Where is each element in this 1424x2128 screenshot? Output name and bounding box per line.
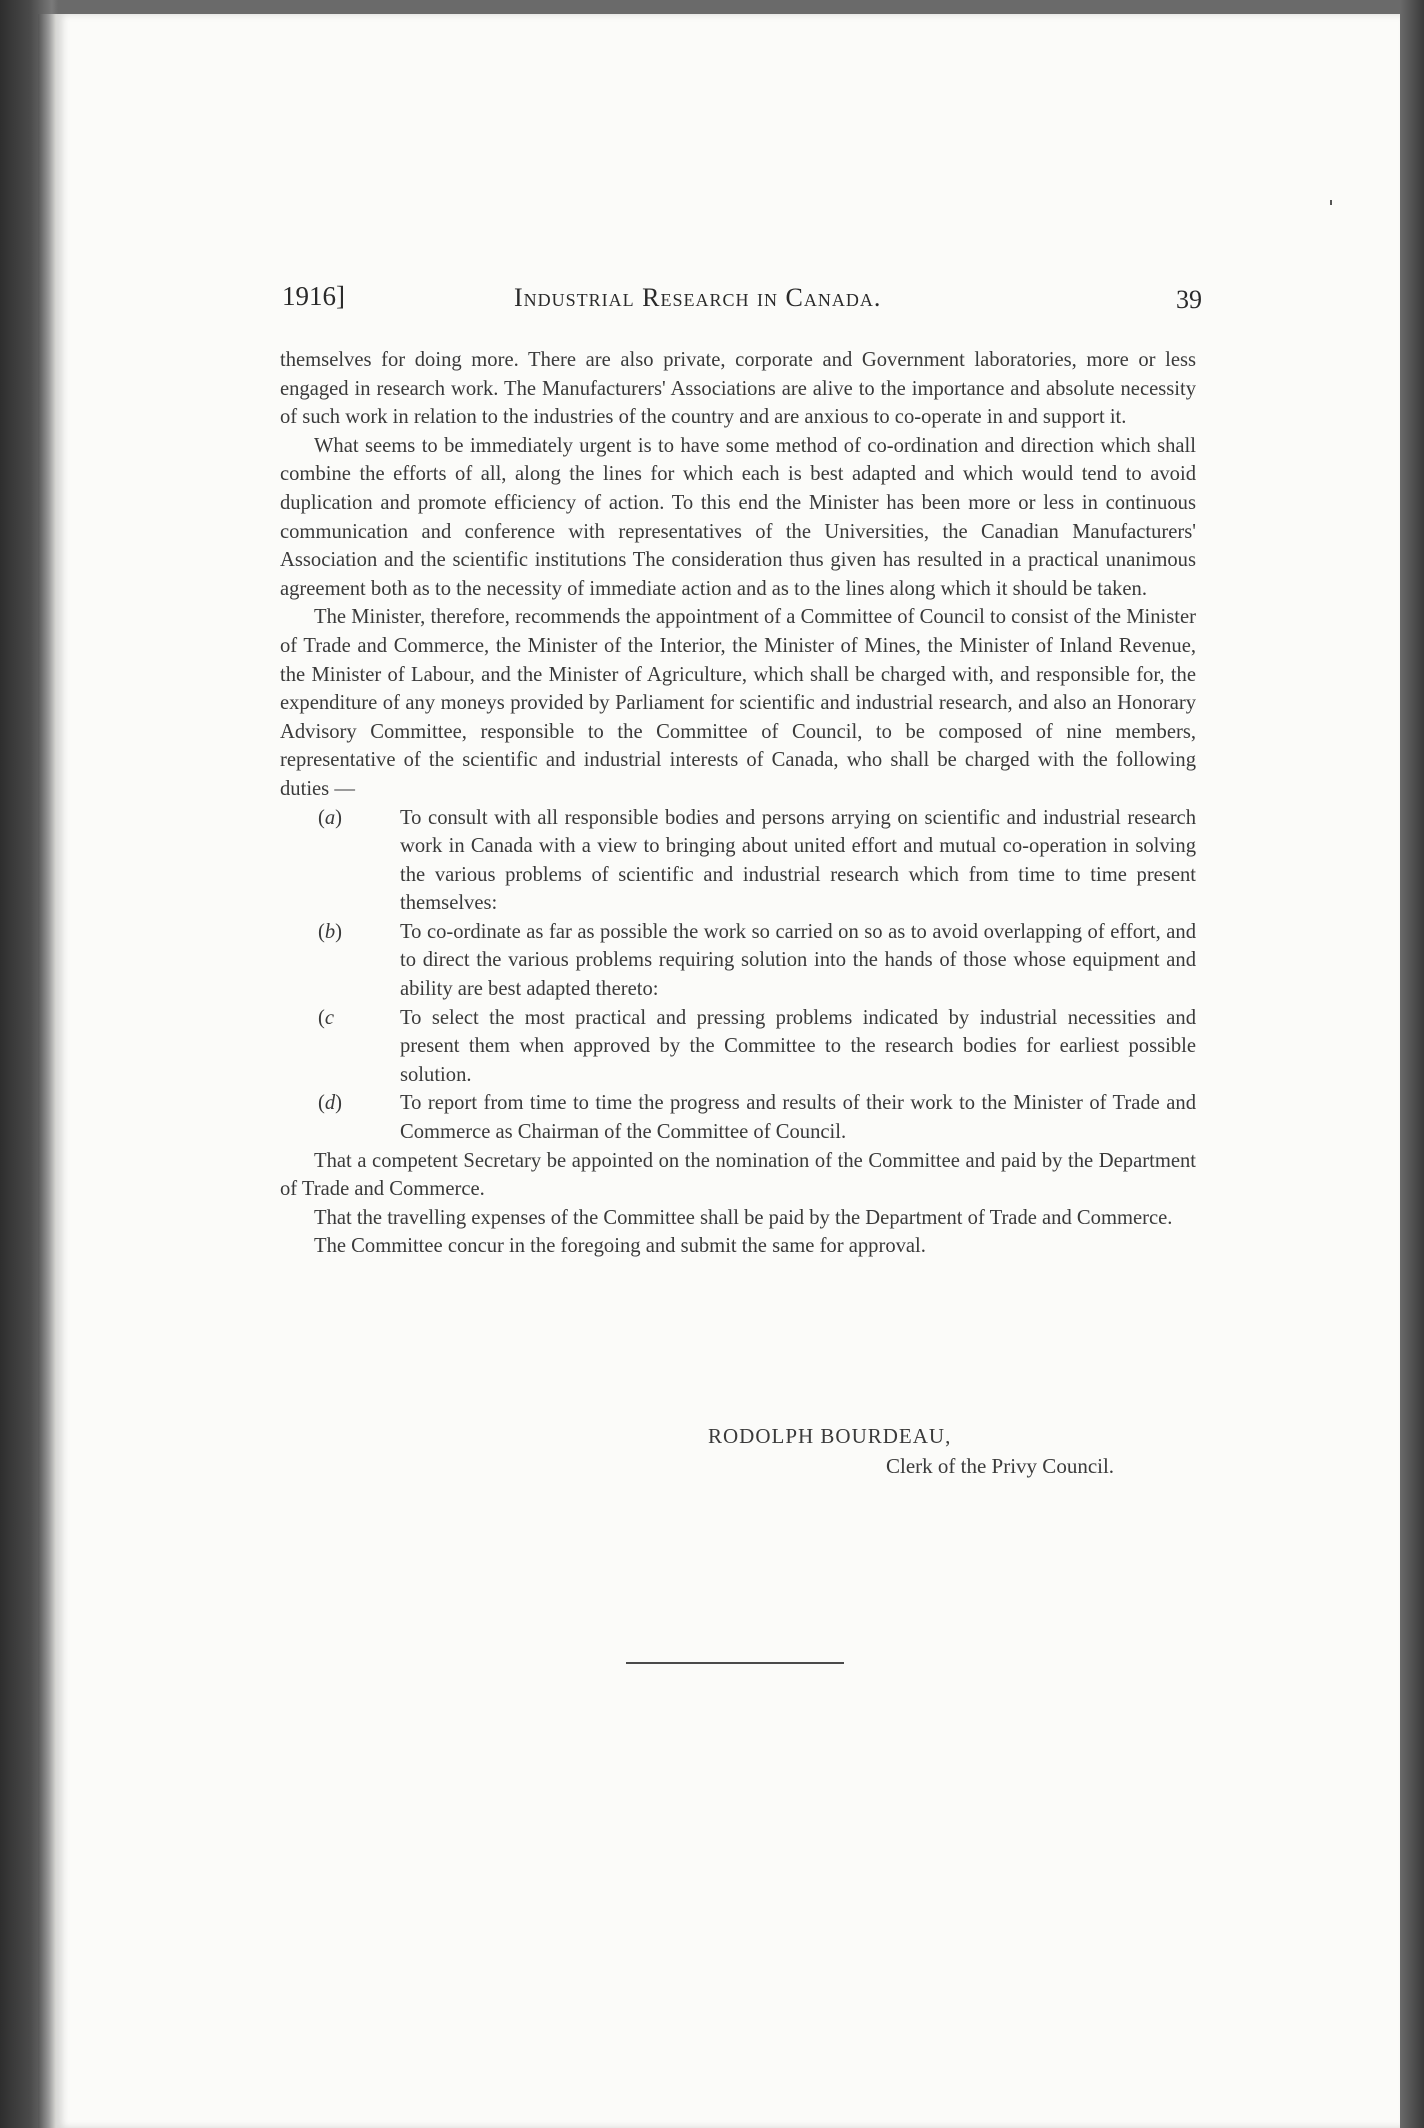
paragraph: That a competent Secretary be appointed on the nomination of the Committee and paid by the Department of Trade and Commerce. — [280, 1149, 1196, 1201]
duty-marker: (d) — [318, 1092, 343, 1115]
duty-marker: (a) — [318, 806, 343, 829]
duty-marker: (c — [318, 1006, 334, 1029]
duty-text: To select the most practical and pressing problems indicated by industrial necessities and present them when approved by the Committee to the research bodies for earliest possible solution. — [400, 1006, 1196, 1086]
running-header — [282, 277, 1202, 317]
speck — [1330, 200, 1332, 205]
body-text — [280, 346, 1196, 1261]
closing-rule — [626, 1662, 844, 1664]
duty-text: To co-ordinate as far as possible the work so carried on so as to avoid overlapping of effort, and to direct the various problems requiring solution into the hands of those whose equipment and ability are best adapted thereto: — [400, 920, 1196, 1001]
duty-text: To report from time to time the progress and results of their work to the Minister of Trade and Commerce as Chairman of the Committee of Council. — [400, 1092, 1196, 1144]
paragraph: themselves for doing more. There are also private, corporate and Government laboratories, more or less engaged in research work. The Manufacturers' Associations are alive to the importance and absolute necessity of such work in relation to the industries of the country and are anxious to co-operate in and support it. — [280, 349, 1196, 429]
duty-item — [280, 1004, 1196, 1090]
page-number: 39 — [1176, 285, 1202, 314]
page — [56, 14, 1400, 2128]
duty-item — [280, 804, 1196, 918]
paragraph: What seems to be immediately urgent is to have some method of co-ordination and direction which shall combine the efforts of all, along the lines for which each is best adapted and which would tend to avoid duplication and promote efficiency of action. To this end the Minister has been more or less in continuous communication and conference with representatives of the Universities, the Canadian Manufacturers' Association and the scientific institutions The consideration thus given has resulted in a practical unanimous agreement both as to the necessity of immediate action and as to the lines along which it should be taken. — [280, 434, 1196, 600]
paragraph: That the travelling expenses of the Committee shall be paid by the Department of Trade and Commerce. — [314, 1206, 1173, 1229]
duty-item — [280, 1089, 1196, 1146]
duty-marker: (b) — [318, 920, 343, 943]
header-year: 1916] — [282, 281, 345, 311]
header-title: Industrial Research in Canada. — [514, 283, 882, 312]
paragraph: The Minister, therefore, recommends the appointment of a Committee of Council to consist of the Minister of Trade and Commerce, the Minister of the Interior, the Minister of Mines, the Minister of Inland Revenue, the Minister of Labour, and the Minister of Agriculture, which shall be charged with, and responsible for, the expenditure of any moneys provided by Parliament for scientific and industrial research, and also an Honorary Advisory Committee, responsible to the Committee of Council, to be composed of nine members, representative of the scientific and industrial interests of Canada, who shall be charged with the following duties — — [280, 606, 1196, 800]
signature-name: RODOLPH BOURDEAU, — [708, 1424, 952, 1448]
book-spine — [38, 14, 56, 2128]
duty-text: To consult with all responsible bodies and persons arrying on scientific and industrial research work in Canada with a view to bringing about united effort and mutual co-operation in solving the various problems of scientific and industrial research which from time to time present themselves: — [400, 806, 1196, 915]
duty-item — [280, 918, 1196, 1004]
paragraph: The Committee concur in the foregoing and submit the same for approval. — [314, 1235, 926, 1258]
signature-title: Clerk of the Privy Council. — [886, 1454, 1115, 1478]
